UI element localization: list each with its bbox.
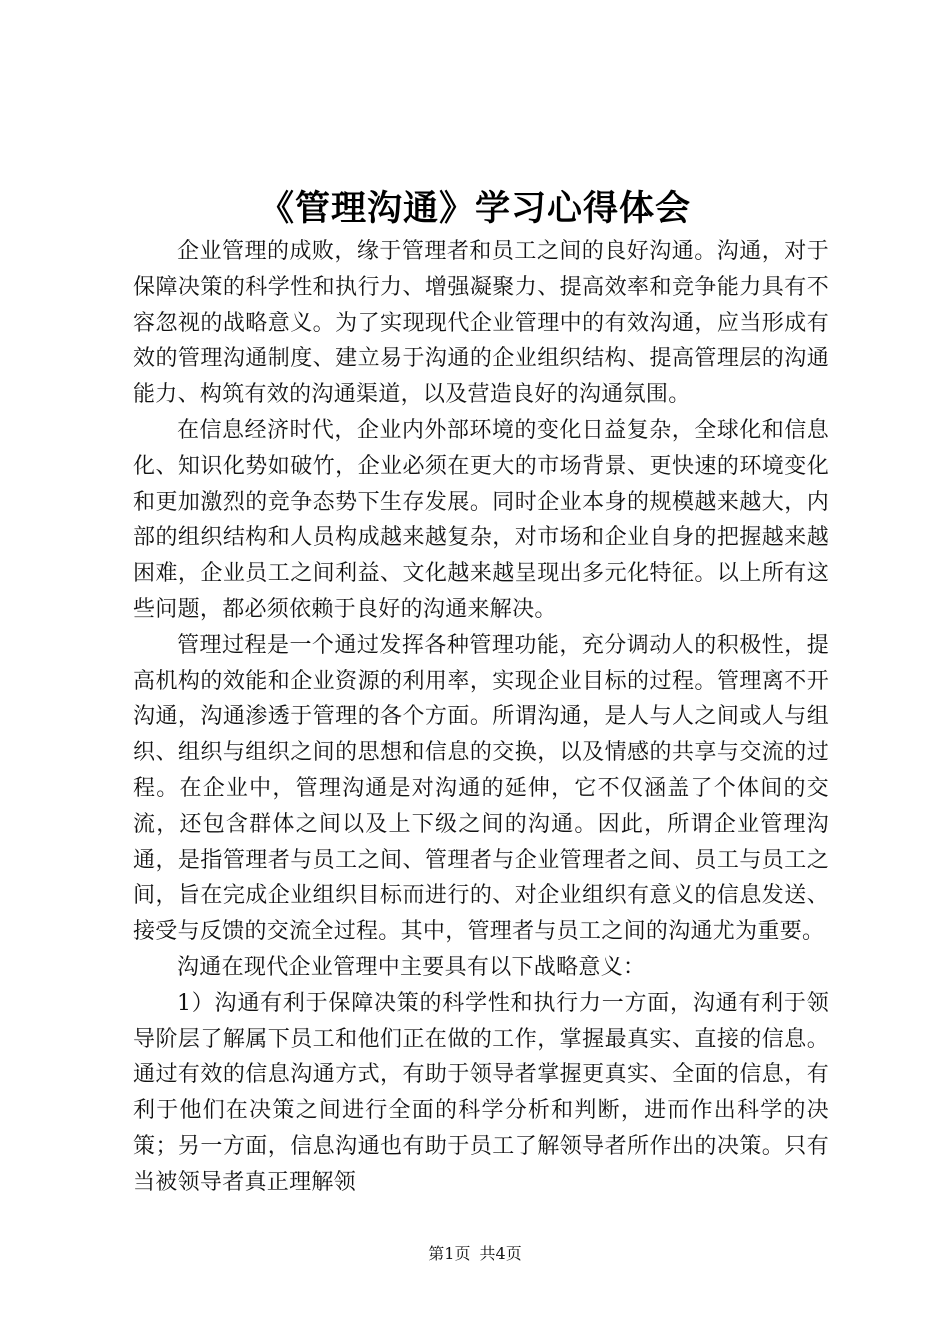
paragraph-point-1: 1）沟通有利于保障决策的科学性和执行力一方面，沟通有利于领导阶层了解属下员工和他们正在做的工作，掌握最真实、直接的信息。通过有效的信息沟通方式，有助于领导者掌握更真实、全面的信息，有利于他们在决策之间进行全面的科学分析和判断，进而作出科学的决策；另一方面，信息沟通也有助于员工了解领导者所作出的决策。只有当被领导者真正理解领 bbox=[133, 990, 829, 1195]
paragraph-strategic-significance: 沟通在现代企业管理中主要具有以下战略意义： bbox=[177, 954, 646, 980]
document-title: 《管理沟通》学习心得体会 bbox=[258, 189, 691, 229]
page-number: 第1页 bbox=[428, 1244, 471, 1263]
paragraph-management-process: 管理过程是一个通过发挥各种管理功能，充分调动人的积极性，提高机构的效能和企业资源的利用率，实现企业目标的过程。管理离不开沟通，沟通渗透于管理的各个方面。所谓沟通，是人与人之间或人与组织、组织与组织之间的思想和信息的交换，以及情感的共享与交流的过程。在企业中，管理沟通是对沟通的延伸，它不仅涵盖了个体间的交流，还包含群体之间以及上下级之间的沟通。因此，所谓企业管理沟通，是指管理者与员工之间、管理者与企业管理者之间、员工与员工之间，旨在完成企业组织目标而进行的、对企业组织有意义的信息发送、接受与反馈的交流全过程。其中，管理者与员工之间的沟通尤为重要。 bbox=[133, 632, 829, 945]
page-footer bbox=[0, 1243, 950, 1265]
paragraph-information-era: 在信息经济时代，企业内外部环境的变化日益复杂，全球化和信息化、知识化势如破竹，企业必须在更大的市场背景、更快速的环境变化和更加激烈的竞争态势下生存发展。同时企业本身的规模越来越大，内部的组织结构和人员构成越来越复杂，对市场和企业自身的把握越来越困难，企业员工之间利益、文化越来越呈现出多元化特征。以上所有这些问题，都必须依赖于良好的沟通来解决。 bbox=[133, 417, 829, 622]
page-total: 共4页 bbox=[479, 1244, 522, 1263]
document-body bbox=[133, 234, 829, 1201]
paragraph-intro: 企业管理的成败，缘于管理者和员工之间的良好沟通。沟通，对于保障决策的科学性和执行力、增强凝聚力、提高效率和竞争能力具有不容忽视的战略意义。为了实现现代企业管理中的有效沟通，应当形成有效的管理沟通制度、建立易于沟通的企业组织结构、提高管理层的沟通能力、构筑有效的沟通渠道，以及营造良好的沟通氛围。 bbox=[133, 239, 829, 408]
